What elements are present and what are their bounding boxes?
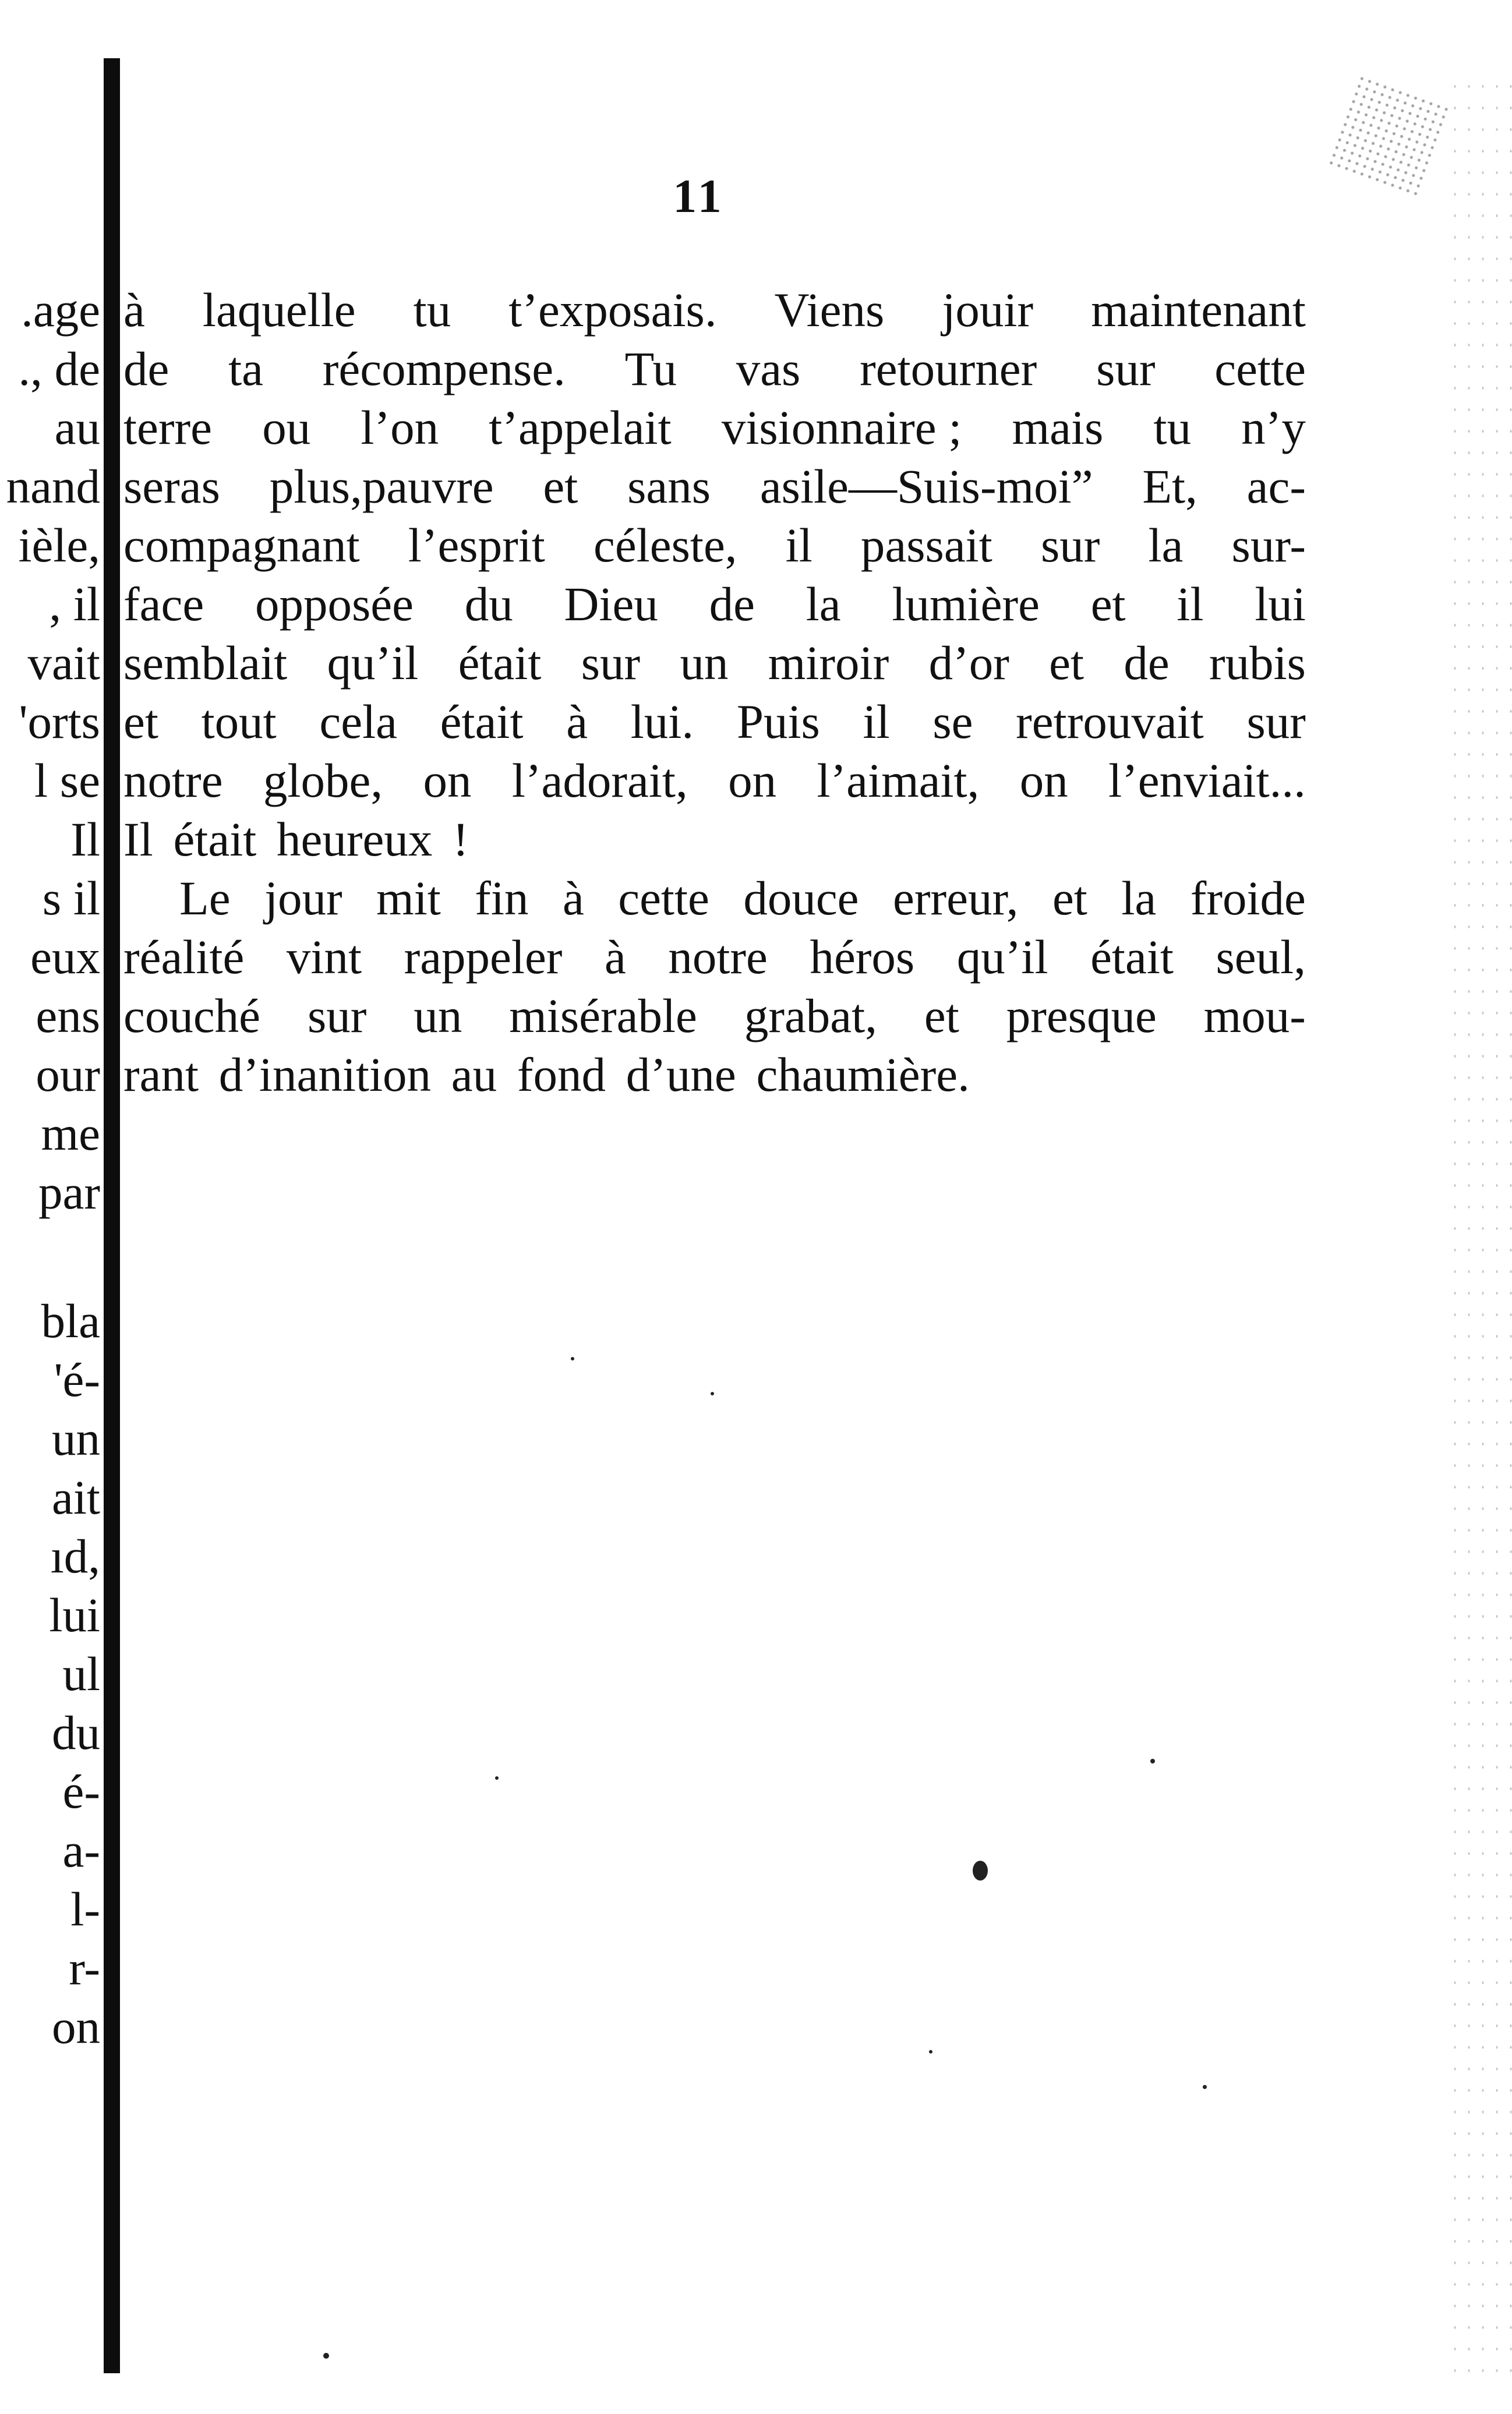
word: sur- (1231, 518, 1306, 572)
ink-speck (1150, 1759, 1155, 1763)
paragraph-2 (123, 869, 1306, 1045)
word: on (1019, 754, 1068, 807)
text-line (123, 869, 1306, 928)
word: asile—Suis-moi” (759, 460, 1093, 513)
word: presque (1006, 989, 1157, 1042)
word: on (423, 754, 472, 807)
text-line (123, 634, 1306, 692)
word: miroir (768, 636, 889, 690)
word: lui. (630, 695, 694, 748)
page-edge-noise (1448, 76, 1512, 2376)
facing-page-line: our (36, 1048, 100, 1101)
facing-page-line: du (52, 1706, 100, 1759)
facing-page-line: 'orts (19, 695, 100, 748)
word: était (458, 636, 542, 690)
word: douce (743, 871, 859, 925)
word: il (785, 518, 812, 572)
facing-page-line: l- (70, 1882, 100, 1936)
word: et (924, 989, 959, 1042)
facing-page-line: bla (41, 1294, 100, 1348)
word: jouir (942, 283, 1034, 337)
word: de (123, 342, 169, 395)
word: tout (201, 695, 277, 748)
word: Dieu (564, 577, 658, 631)
word: Le (179, 871, 231, 925)
word: cette (618, 871, 709, 925)
word: la (1121, 871, 1157, 925)
word: était (1090, 930, 1174, 984)
ink-speck (1203, 2085, 1207, 2089)
word: l’esprit (408, 518, 545, 572)
word: erreur, (892, 871, 1019, 925)
ink-speck (571, 1357, 574, 1360)
word: de (1124, 636, 1170, 690)
word: visionnaire ; (721, 401, 962, 454)
facing-page-line: me (41, 1107, 100, 1160)
facing-page-line: on (52, 2000, 100, 2054)
ink-speck (711, 1392, 714, 1395)
word: sans (627, 460, 711, 513)
body-text (123, 281, 1306, 1104)
facing-page-line: par (38, 1165, 100, 1219)
word: fin (475, 871, 529, 925)
facing-page-line: ait (52, 1471, 100, 1524)
text-line (123, 751, 1306, 810)
word: lui (1255, 577, 1306, 631)
word: sur (1246, 695, 1306, 748)
word: opposée (255, 577, 414, 631)
page-number: 11 (673, 169, 725, 222)
word: cela (319, 695, 397, 748)
word: réalité (123, 930, 245, 984)
facing-page-line: 'é- (54, 1353, 100, 1406)
word: du (464, 577, 513, 631)
word: l’aimait, (817, 754, 980, 807)
word: face (123, 577, 204, 631)
word: froide (1190, 871, 1306, 925)
word: et (1049, 636, 1084, 690)
word: héros (810, 930, 915, 984)
facing-page-line: ens (36, 989, 100, 1042)
binding-edge (104, 58, 120, 2373)
word: à (604, 930, 626, 984)
word: l’adorait, (511, 754, 688, 807)
word: semblait (123, 636, 288, 690)
word: t’exposais. (508, 283, 717, 337)
word: lumière (892, 577, 1040, 631)
word: l’enviait... (1108, 754, 1306, 807)
text-line (123, 516, 1306, 575)
word: mou- (1203, 989, 1306, 1042)
facing-page-line: eux (30, 930, 100, 984)
word: passait (860, 518, 992, 572)
word: un (414, 989, 462, 1042)
text-line (123, 398, 1306, 457)
word: la (806, 577, 841, 631)
word: était (440, 695, 524, 748)
word: Puis (736, 695, 820, 748)
word: se (932, 695, 973, 748)
word: t’appelait (489, 401, 672, 454)
word: mais (1012, 401, 1104, 454)
text-line (123, 928, 1306, 987)
facing-page-line: vait (27, 636, 100, 690)
word: jour (264, 871, 342, 925)
word: qu’il (327, 636, 419, 690)
word: sur (581, 636, 641, 690)
word: sur (1040, 518, 1100, 572)
word: seras (123, 460, 220, 513)
facing-page-line: ıd, (50, 1529, 100, 1583)
word: retourner (860, 342, 1037, 395)
facing-page-text (0, 281, 100, 2056)
text-line (123, 692, 1306, 751)
word: et (123, 695, 158, 748)
word: retrouvait (1016, 695, 1204, 748)
word: il (863, 695, 890, 748)
word: tu (413, 283, 451, 337)
facing-page-line: .age (21, 283, 100, 337)
text-line (123, 575, 1306, 634)
word: seul, (1216, 930, 1306, 984)
word: à (566, 695, 588, 748)
word: la (1148, 518, 1184, 572)
text-line (123, 281, 1306, 340)
corner-smudge (1326, 73, 1453, 200)
facing-page-line: s il (42, 871, 100, 925)
facing-page-line: r- (69, 1941, 100, 1995)
word: misérable (509, 989, 697, 1042)
word: sur (307, 989, 367, 1042)
word: ta (228, 342, 264, 395)
word: tu (1153, 401, 1192, 454)
word: plus,pauvre (269, 460, 494, 513)
facing-page-line: un (52, 1412, 100, 1465)
facing-page-line: , il (49, 577, 100, 631)
facing-page-line: l se (34, 754, 100, 807)
ink-speck (323, 2353, 329, 2359)
word: mit (376, 871, 441, 925)
paragraph-2-last-line: rant d’inanition au fond d’une chaumière. (123, 1048, 970, 1101)
word: notre (668, 930, 768, 984)
word: et (543, 460, 578, 513)
text-line (123, 987, 1306, 1045)
word: d’or (928, 636, 1009, 690)
word: Et, (1142, 460, 1197, 513)
ink-speck (495, 1776, 499, 1780)
word: notre (123, 754, 223, 807)
word: et (1090, 577, 1126, 631)
facing-page-line: lui (49, 1588, 100, 1642)
text-line (123, 457, 1306, 516)
ink-speck (929, 2050, 932, 2054)
word: couché (123, 989, 261, 1042)
facing-page-line: ul (62, 1647, 100, 1701)
word: ou (262, 401, 311, 454)
paragraph-1-last-line: Il était heureux ! (123, 812, 469, 866)
word: à (562, 871, 584, 925)
word: maintenant (1091, 283, 1306, 337)
facing-page-line: ièle, (18, 518, 100, 572)
facing-page-line: Il (70, 812, 100, 866)
word: vint (286, 930, 362, 984)
word: grabat, (744, 989, 877, 1042)
facing-page-line: a- (62, 1823, 100, 1877)
ink-speck (973, 1861, 988, 1881)
word: Viens (774, 283, 885, 337)
facing-page-line: ., de (18, 342, 100, 395)
word: céleste, (594, 518, 737, 572)
paragraph-1 (123, 281, 1306, 810)
word: Tu (624, 342, 677, 395)
word: laquelle (202, 283, 356, 337)
word: terre (123, 401, 213, 454)
facing-page-line: nand (6, 460, 100, 513)
word: récompense. (322, 342, 566, 395)
word: globe, (263, 754, 383, 807)
word: il (1177, 577, 1204, 631)
word: n’y (1241, 401, 1306, 454)
word: de (709, 577, 755, 631)
word: ac- (1246, 460, 1306, 513)
word: sur (1096, 342, 1156, 395)
word: qu’il (956, 930, 1048, 984)
word: et (1052, 871, 1087, 925)
word: on (728, 754, 777, 807)
word: compagnant (123, 518, 360, 572)
text-line (123, 340, 1306, 398)
word: rubis (1209, 636, 1306, 690)
word: cette (1214, 342, 1306, 395)
facing-page-line: é- (62, 1765, 100, 1818)
word: un (680, 636, 729, 690)
word: vas (736, 342, 801, 395)
word: l’on (361, 401, 439, 454)
facing-page-line: au (54, 401, 100, 454)
word: rappeler (404, 930, 563, 984)
word: à (123, 283, 145, 337)
